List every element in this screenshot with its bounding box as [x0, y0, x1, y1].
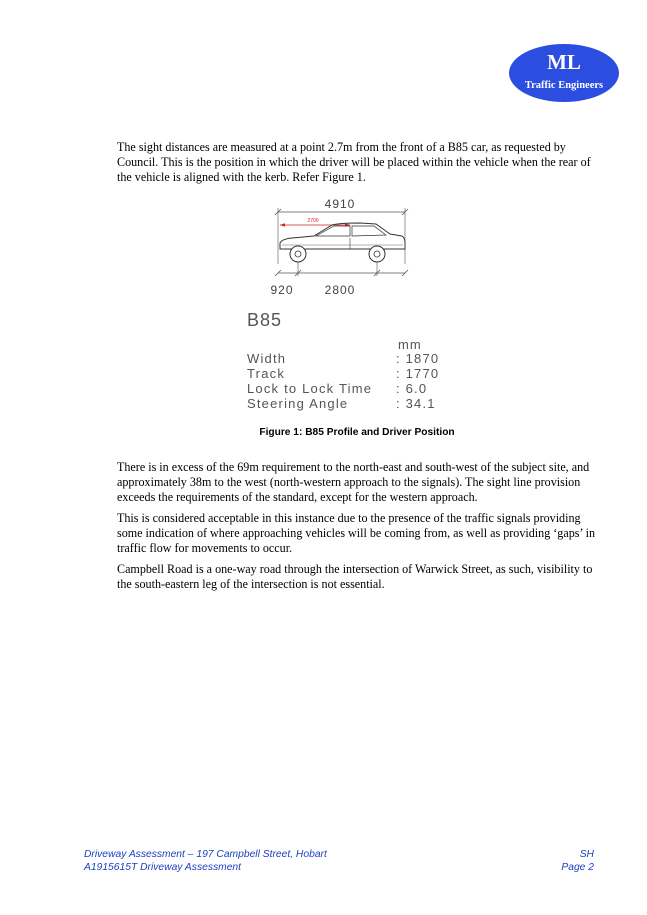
spec-name-track: Track — [247, 366, 286, 381]
spec-value-lock-time: : 6.0 — [396, 381, 428, 396]
front-overhang-label: 920 — [270, 283, 294, 297]
spec-name-lock-time: Lock to Lock Time — [247, 381, 373, 396]
paragraph-acceptable: This is considered acceptable in this instance due to the presence of the traffic signals providing some indication of where approaching vehicles will be coming from, as well as providing ‘gaps’ in traffic flow for movements to occur. — [117, 511, 596, 556]
spec-value-width: : 1870 — [396, 351, 440, 366]
page-footer — [84, 848, 594, 874]
front-window — [316, 226, 350, 236]
front-wheel — [290, 246, 306, 262]
logo-subtitle: Traffic Engineers — [524, 80, 604, 91]
units-label: mm — [398, 337, 422, 352]
driver-offset-label: 2700 — [307, 218, 319, 224]
paragraph-campbell-road: Campbell Road is a one-way road through the intersection of Warwick Street, as such, visibility to the south-eastern leg of the intersection is not essential. — [117, 562, 593, 592]
footer-document-ref: A1915615T Driveway Assessment — [84, 862, 242, 873]
spec-name-steering-angle: Steering Angle — [247, 396, 349, 411]
footer-document-title: Driveway Assessment – 197 Campbell Street, Hobart — [84, 849, 327, 860]
footer-author: SH — [579, 849, 594, 860]
footer-page-number: Page 2 — [561, 862, 594, 873]
spec-value-steering-angle: : 34.1 — [396, 396, 436, 411]
spec-name-width: Width — [247, 351, 287, 366]
company-logo — [509, 44, 619, 102]
figure-caption: Figure 1: B85 Profile and Driver Position — [259, 427, 455, 438]
b85-drawing — [200, 196, 490, 411]
paragraph-requirement: There is in excess of the 69m requirement to the north-east and south-west of the subject site, and approximately 38m to the west (north-western approach to the signals). The sight line provision exceeds the requirements of the standard, except for the western approach. — [117, 460, 590, 505]
vehicle-name: B85 — [247, 310, 283, 330]
logo-initials: ML — [547, 50, 581, 74]
b85-figure — [200, 196, 490, 411]
paragraph-sight-distance: The sight distances are measured at a point 2.7m from the front of a B85 car, as requested by Council. This is the position in which the driver will be placed within the vehicle when the rear of the vehicle is aligned with the kerb. Refer Figure 1. — [117, 140, 591, 185]
spec-value-track: : 1770 — [396, 366, 440, 381]
rear-wheel — [369, 246, 385, 262]
wheelbase-label: 2800 — [324, 283, 356, 297]
overall-length-label: 4910 — [324, 197, 356, 211]
